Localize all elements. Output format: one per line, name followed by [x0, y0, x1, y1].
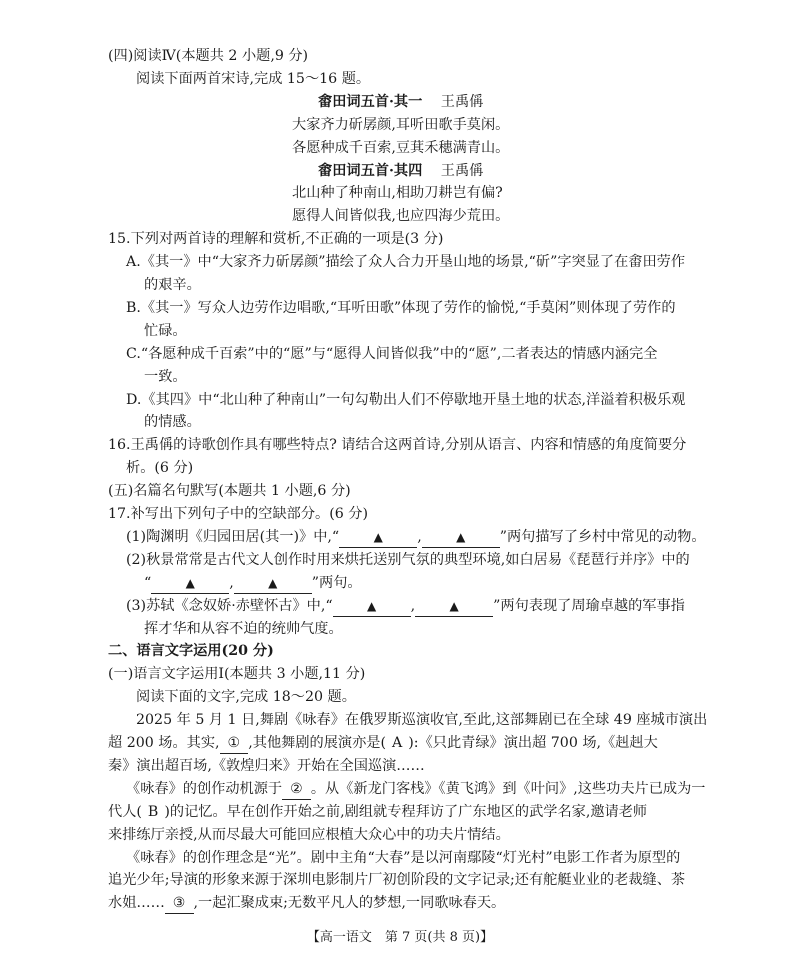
q17-item-1 — [126, 527, 706, 548]
question-15-stem: 15.下列对两首诗的理解和赏析,不正确的一项是(3 分) — [108, 231, 444, 248]
open-quote: “ — [144, 574, 152, 591]
q17-item-2: (2)秋景常常是古代文人创作时用来烘托送别气氛的典型环境,如白居易《琵琶行并序》中的 — [126, 551, 690, 568]
poem2-line-1: 北山种了种南山,相助刀耕岂有偏? — [292, 185, 503, 202]
poem1-title: 畬田词五首·其一 — [318, 93, 423, 110]
poem1-title-line — [318, 92, 483, 112]
passage-p3-line3 — [108, 893, 505, 914]
q17-item-1-suffix: ”两句描写了乡村中常见的动物。 — [499, 528, 706, 545]
q15-option-c-cont: 一致。 — [144, 368, 187, 385]
q17-item-3-suffix: ”两句表现了周瑜卓越的军事指 — [493, 597, 685, 614]
question-16-stem: 16.王禹偁的诗歌创作具有哪些特点? 请结合这两首诗,分别从语言、内容和情感的角度简要分 — [108, 437, 687, 454]
blank-marker: ▲ — [456, 529, 466, 544]
answer-blank[interactable] — [333, 596, 411, 617]
q17-item-1-prefix: (1)陶渊明《归园田居(其一)》中,“ — [126, 528, 340, 545]
q17-item-3-prefix: (3)苏轼《念奴娇·赤壁怀古》中,“ — [126, 597, 333, 614]
passage-p1-line1: 2025 年 5 月 1 日,舞剧《咏春》在俄罗斯巡演收官,至此,这部舞剧已在全球 49 座城市演出 — [136, 712, 708, 729]
passage-p2-line2 — [108, 802, 647, 822]
blank-2[interactable]: ② — [282, 779, 311, 800]
passage-p3-line2: 追光少年;导演的形象来源于深圳电影制片厂初创阶段的文字记录;还有舵艇业业的老裁缝、茶 — [108, 872, 686, 889]
poem2-author: 王禹偁 — [440, 162, 484, 179]
q17-item-2-suffix: ”两句。 — [311, 574, 362, 591]
passage-text: 水姐…… — [108, 895, 165, 912]
passage-p2-line3: 来排练厅亲授,从而尽最大可能回应根植大众心中的功夫片情结。 — [108, 826, 510, 843]
q15-option-a-cont: 的艰辛。 — [144, 277, 201, 293]
passage-p1-line2 — [108, 733, 658, 754]
blank-marker: ▲ — [268, 575, 278, 590]
passage-p3-line1: 《咏春》的创作理念是“光”。剧中主角“大春”是以河南鄢陵“灯光村”电影工作者为原型的 — [126, 849, 681, 866]
poem1-author: 王禹偁 — [440, 93, 484, 110]
question-17-stem: 17.补写出下列句子中的空缺部分。(6 分) — [108, 506, 368, 522]
q17-item-3 — [126, 596, 685, 617]
passage-p2-line1 — [126, 779, 705, 800]
comma: , — [417, 528, 422, 545]
q15-option-d: D.《其四》中“北山种了种南山”一句勾勒出人们不停歇地开垦土地的状态,洋溢着积极乐观 — [126, 391, 686, 408]
answer-blank[interactable] — [422, 527, 500, 548]
passage-text: 代人( — [108, 803, 142, 820]
blank-3[interactable]: ③ — [165, 893, 194, 914]
section-heading-dictation: (五)名篇名句默写(本题共 1 小题,6 分) — [108, 483, 351, 500]
blank-marker: ▲ — [449, 598, 459, 613]
passage-p1-line3: 秦》演出超百场,《敦煌归来》开始在全国巡演…… — [108, 757, 425, 774]
poem2-title-line — [318, 161, 483, 181]
question-16-stem-cont: 析。(6 分) — [126, 460, 194, 477]
blank-1[interactable]: ① — [220, 733, 249, 754]
poem2-title: 畬田词五首·其四 — [318, 162, 423, 179]
blank-b[interactable]: B — [147, 803, 159, 820]
passage-text: ):《只此青绿》演出超 700 场,《赳赳大 — [408, 735, 658, 751]
section-heading-reading-4: (四)阅读Ⅳ(本题共 2 小题,9 分) — [108, 48, 309, 64]
answer-blank[interactable] — [339, 527, 417, 548]
q15-option-b: B.《其一》写众人边劳作边唱歌,“耳听田歌”体现了劳作的愉悦,“手莫闲”则体现了劳作的 — [126, 299, 676, 316]
blank-marker: ▲ — [373, 529, 383, 544]
q17-item-3-cont: 挥才华和从容不迫的统帅气度。 — [144, 620, 343, 637]
blank-a[interactable]: A — [392, 735, 403, 751]
blank-marker: ▲ — [185, 575, 195, 590]
answer-blank[interactable] — [415, 596, 493, 617]
answer-blank[interactable] — [234, 573, 312, 594]
comma: , — [229, 574, 234, 591]
subsection-heading-language-use-1: (一)语言文字运用Ⅰ(本题共 3 小题,11 分) — [108, 666, 366, 683]
poem1-line-1: 大家齐力斫孱颜,耳听田歌手莫闲。 — [292, 116, 510, 133]
comma: , — [410, 597, 416, 614]
passage-text: ,其他舞剧的展演亦是( — [248, 735, 387, 751]
passage-text: )的记忆。早在创作开始之前,剧组就专程拜访了广东地区的武学名家,邀请老师 — [164, 803, 648, 820]
part-heading-language-use: 二、语言文字运用(20 分) — [108, 643, 274, 660]
passage-intro: 阅读下面的文字,完成 18～20 题。 — [136, 689, 356, 706]
q17-item-2-cont — [144, 573, 362, 594]
passage-text: 。从《新龙门客栈》《黄飞鸿》到《叶问》,这些功夫片已成为一 — [310, 780, 706, 797]
blank-marker: ▲ — [367, 598, 377, 613]
poem2-line-2: 愿得人间皆似我,也应四海少荒田。 — [292, 208, 510, 225]
passage-text: 《咏春》的创作动机源于 — [126, 780, 283, 797]
passage-text: ,一起汇聚成束;无数平凡人的梦想,一同歌咏春天。 — [193, 895, 506, 912]
reading-intro: 阅读下面两首宋诗,完成 15～16 题。 — [136, 70, 371, 87]
q15-option-b-cont: 忙碌。 — [144, 322, 187, 339]
q15-option-a: A.《其一》中“大家齐力斫孱颜”描绘了众人合力开垦山地的场景,“斫”字突显了在畬田劳作 — [126, 254, 686, 271]
passage-text: 超 200 场。其实, — [108, 735, 220, 751]
q15-option-d-cont: 的情感。 — [144, 414, 201, 431]
answer-blank[interactable] — [151, 573, 229, 594]
poem1-line-2: 各愿种成千百索,豆萁禾穗满青山。 — [292, 139, 510, 156]
page-footer: 【高一语文 第 7 页(共 8 页)】 — [306, 930, 494, 945]
q15-option-c: C.“各愿种成千百索”中的“愿”与“愿得人间皆似我”中的“愿”,二者表达的情感内涵完全 — [126, 345, 658, 362]
